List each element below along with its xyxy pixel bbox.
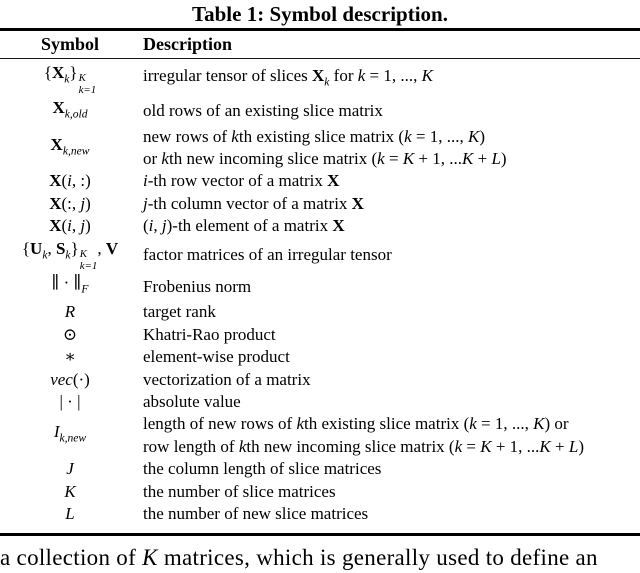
description-cell [143, 215, 640, 237]
symbol-cell: ⊙ [62, 324, 78, 344]
description-line: new rows of kth existing slice matrix (k = 1, ..., K) [143, 126, 485, 146]
description-cell [143, 481, 640, 503]
table-row [0, 413, 640, 458]
symbol-cell: ∗ [64, 347, 76, 367]
description-cell [143, 126, 640, 171]
table-row [0, 481, 640, 503]
table-row [0, 215, 640, 237]
symbol-cell: ∥ · $\parallel_F$ [51, 273, 89, 296]
description-line: i-th row vector of a matrix X [143, 171, 340, 191]
description-line: the number of slice matrices [143, 481, 336, 501]
table-row [0, 503, 640, 525]
description-cell [143, 170, 640, 192]
symbol-cell: $I_{k,new}$ [53, 422, 87, 445]
symbol-cell: vec(·) [50, 369, 90, 389]
symbol-cell: L [65, 503, 75, 523]
table-row [0, 369, 640, 391]
table-row [0, 126, 640, 171]
description-cell [143, 244, 640, 266]
table-row [0, 238, 640, 273]
description-cell [143, 324, 640, 346]
description-line: Frobenius norm [143, 276, 252, 296]
table-row [0, 272, 640, 301]
table-row [0, 170, 640, 192]
description-line: (i, j)-th element of a matrix X [143, 216, 345, 236]
table-body [0, 59, 640, 533]
description-cell [143, 193, 640, 215]
description-line: Khatri-Rao product [143, 324, 276, 344]
symbol-cell: $X_{k,old}$ [52, 97, 88, 121]
description-cell [143, 503, 640, 525]
description-line: length of new rows of kth existing slice matrix (k = 1, ..., K) or [143, 414, 569, 434]
description-line: the number of new slice matrices [143, 503, 369, 523]
description-line: the column length of slice matrices [143, 459, 382, 479]
description-line: element-wise product [143, 347, 290, 367]
table-row [0, 391, 640, 413]
column-header-symbol: Symbol [40, 33, 100, 54]
symbol-cell: $\{X_k\}$ K k=1 [43, 63, 97, 97]
symbol-cell: R [64, 302, 76, 322]
description-cell [143, 100, 640, 122]
description-line: j-th column vector of a matrix X [143, 193, 364, 213]
table-header-row [0, 31, 640, 58]
description-cell [143, 413, 640, 458]
table-row [0, 62, 640, 97]
table-bottom-rule [0, 533, 640, 536]
description-line: old rows of an existing slice matrix [143, 100, 383, 120]
table-row [0, 97, 640, 126]
symbol-cell: X(:, j) [49, 193, 91, 213]
description-cell [143, 369, 640, 391]
table-row [0, 346, 640, 368]
symbol-cell: | · | [59, 391, 81, 411]
description-cell [143, 391, 640, 413]
description-cell [143, 65, 640, 94]
table-row [0, 458, 640, 480]
description-line: absolute value [143, 391, 241, 411]
description-line: factor matrices of an irregular tensor [143, 244, 392, 264]
description-cell [143, 276, 640, 298]
symbol-cell: X(i, j) [49, 216, 91, 236]
symbol-cell: K [64, 481, 76, 501]
description-cell [143, 301, 640, 323]
description-line: irregular tensor of slices $X_k$ for k = 1, ..., K [143, 65, 433, 89]
symbol-cell: J [66, 459, 74, 479]
limits-stack: K k=1 [78, 72, 97, 97]
description-cell [143, 458, 640, 480]
table-title: Table 1: Symbol description. [192, 2, 448, 26]
symbol-cell: X(i, :) [49, 171, 91, 191]
table-row [0, 301, 640, 323]
description-line: or kth new incoming slice matrix (k = K + 1, ...K + L) [143, 149, 507, 169]
symbol-cell: {$U_k$, $S_k$} K k=1 , V [21, 238, 119, 272]
description-line: row length of kth new incoming slice matrix (k = K + 1, ...K + L) [143, 436, 584, 456]
description-cell [143, 346, 640, 368]
body-paragraph: a collection of K matrices, which is generally used to define an [0, 544, 598, 570]
description-line: vectorization of a matrix [143, 369, 311, 389]
table-row [0, 324, 640, 346]
column-header-description: Description [143, 33, 232, 54]
description-line: target rank [143, 302, 216, 322]
limits-stack: K k=1 [79, 247, 98, 272]
table-row [0, 193, 640, 215]
symbol-cell: $X_{k,new}$ [50, 134, 90, 158]
